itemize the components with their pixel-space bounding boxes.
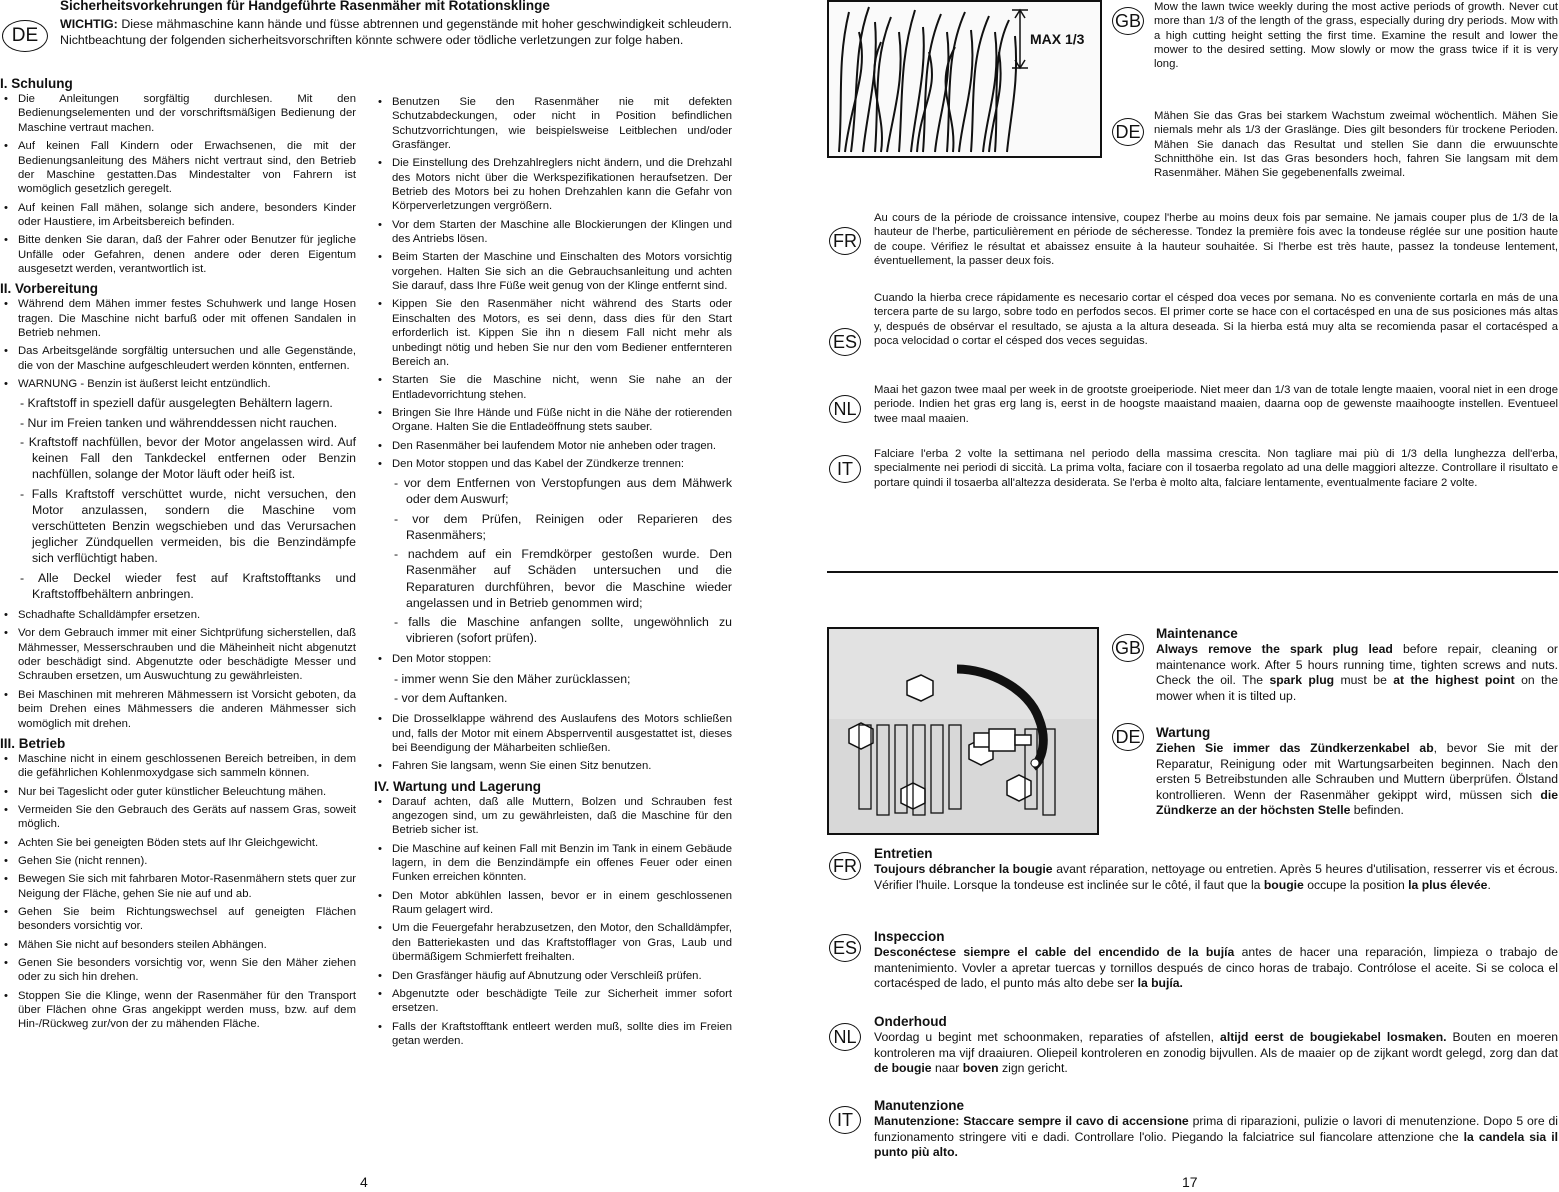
fuel-warning-list xyxy=(0,395,356,602)
mowing-text-fr: Au cours de la période de croissance intensive, coupez l'herbe au moins deux fois par semaine. Ne jamais couper plus de 1/3 de la hauteur de l'herbe, particulièrement en période de sécheresse. Tondez la première fois avec la tondeuse réglée sur une position haute de coupe. Vérifiez le résultat et abaissez ensuite à la hauteur souhaitée. Si l'herbe est très haute, passez la tondeuse lentement, éventuellement, la passer deux fois. xyxy=(874,212,1558,268)
list-item: - immer wenn Sie den Mäher zurücklassen; xyxy=(394,671,631,686)
list-item: • Bewegen Sie sich mit fahrbaren Motor-Rasenmähern stets quer zur Neigung der Fläche, gehen Sie nie auf und ab. xyxy=(0,872,356,901)
list-item: - vor dem Prüfen, Reinigen oder Reparieren des Rasenmähers; xyxy=(394,511,732,542)
mowing-text-de: Mähen Sie das Gras bei starkem Wachstum zweimal wöchentlich. Mähen Sie niemals mehr als 1/3 der Graslänge. Dies gilt besonders für trockene Perioden. Mähen Sie danach das Resultat und stellen Sie dann die erwuunschte Schnitthöhe ein. Ist das Gras besonders hoch, fahren Sie langsam mit dem Rasenmäher. Mähen Sie gegebenenfalls zweimal. xyxy=(1154,110,1558,180)
list-item: • Um die Feuergefahr herabzusetzen, den Motor, den Schalldämpfer, den Batteriekasten und das Kraftstofflager von Gras, Laub und übermäßigem Schmierfett freihalten. xyxy=(374,921,732,964)
list-item: • Gehen Sie (nicht rennen). xyxy=(0,854,356,868)
list-item: • Vermeiden Sie den Gebrauch des Geräts auf nassem Gras, soweit möglich. xyxy=(0,803,356,832)
language-badge-it: IT xyxy=(829,455,861,483)
list-item: • Die Maschine auf keinen Fall mit Benzin im Tank in einem Gebäude lagern, in dem die Benzindämpfe ein offenes Feuer oder einen Funken erreichen könnten. xyxy=(374,842,732,885)
maintenance-fr xyxy=(874,845,1558,893)
list-item: • Kippen Sie den Rasenmäher nicht während des Starts oder Einschalten des Motors, es sei denn, dass dies für den Start erforderlich ist. Kippen Sie ihn n diesem Fall nicht mehr als unbedingt nötig und heben Sie nur den vom Bediener entfernteren Bereich an. xyxy=(374,297,732,369)
maintenance-text-es: Desconéctese siempre el cable del encendido de la bujía antes de hacer una reparación, limpieza o trabajo de mantenimiento. Vovler a apretar tuercas y tornillos después de cinco horas de trabajo. Contrólose el aceite. Si se coloca el cortacésped de lado, el punto más alto debe ser la bujía. xyxy=(874,945,1558,991)
list-item: • Vor dem Starten der Maschine alle Blockierungen der Klingen und des Antriebs lösen. xyxy=(374,218,732,247)
list-item: • Maschine nicht in einem geschlossenen Bereich betreiben, in dem die gefährlichen Kohlenmoxydgase sich sammeln können. xyxy=(0,752,356,781)
list-item: • Falls der Kraftstofftank entleert werden muß, sollte dies im Freien getan werden. xyxy=(374,1020,732,1049)
maintenance-title-nl: Onderhoud xyxy=(874,1014,947,1029)
mowing-text-gb: Mow the lawn twice weekly during the most active periods of growth. Never cut more than 1/3 of the length of the grass, especially during dry periods. Mow with a high cutting height setting the first time. Examine the result and lower the mower to the desired setting. Mow slowly or mow the grass twice if it is very long. xyxy=(1154,1,1558,71)
maintenance-title-gb: Maintenance xyxy=(1156,626,1238,641)
list-item: • Gehen Sie beim Richtungswechsel auf geneigten Flächen besonders vorsichtig vor. xyxy=(0,905,356,934)
list-item: • Beim Starten der Maschine und Einschalten des Motors vorsichtig vorgehen. Halten Sie sich an die Gebrauchsanleitung und achten Sie darauf, dass Ihre Füße weit genug von der Klinge entfernt sind. xyxy=(374,250,732,293)
list-item: • Die Anleitungen sorgfältig durchlesen. Mit den Bedienungselementen und der vorschriftsmäßigen Bedienung der Maschine vertraut machen. xyxy=(0,92,356,135)
section-vorbereitung-title: II. Vorbereitung xyxy=(0,281,99,297)
maintenance-gb xyxy=(1156,625,1558,704)
list-item: • Abgenutzte oder beschädigte Teile zur Sicherheit immer sofort ersetzen. xyxy=(374,987,732,1016)
list-item: • Die Einstellung des Drehzahlreglers nicht ändern, und die Drehzahl des Motors nicht über die Werkspezifikationen heraufsetzen. Der Betrieb des Motors bei zu hohen Drehzahlen kann die Gefahr von Körperverletzungen vergrößern. xyxy=(374,156,732,213)
list-item: • Auf keinen Fall Kindern oder Erwachsenen, die mit der Bedienungsanleitung des Mähers nicht vertraut sind, den Betrieb der Maschine gestatten.Das Mindestalter von Fahrern ist womöglich gesetzlich geregelt. xyxy=(0,139,356,196)
language-badge-fr: FR xyxy=(829,227,861,255)
list-item: • Schadhafte Schalldämpfer ersetzen. xyxy=(0,608,356,622)
list-item: • Bringen Sie Ihre Hände und Füße nicht in die Nähe der rotierenden Organe. Halten Sie die Entladeöffnung stets sauber. xyxy=(374,406,732,435)
maintenance-es xyxy=(874,928,1558,992)
page-title: Sicherheitsvorkehrungen für Handgeführte Rasenmäher mit Rotationsklinge xyxy=(60,0,550,13)
page-number-left: 4 xyxy=(360,1174,368,1190)
warning-label: WICHTIG: xyxy=(60,17,118,31)
language-badge-nl-maintenance: NL xyxy=(829,1023,861,1051)
language-badge-de-mowing: DE xyxy=(1112,118,1144,146)
list-item: - vor dem Auftanken. xyxy=(394,691,508,705)
betrieb-list-end xyxy=(374,712,732,773)
maintenance-nl xyxy=(874,1013,1558,1077)
engine-spark-plug-icon xyxy=(829,629,1097,833)
list-item: - Kraftstoff nachfüllen, bevor der Motor angelassen wird. Auf keinen Fall den Tankdeckel entfernen oder Benzin nachfüllen, solange der Motor läuft oder heiß ist. xyxy=(20,434,356,482)
list-item: - nachdem auf ein Fremdkörper gestoßen wurde. Den Rasenmäher auf Schäden untersuchen und die Reparaturen durchführen, bevor die Maschine wieder angelassen und in Betrieb genommen wird; xyxy=(394,547,732,610)
list-item: • Das Arbeitsgelände sorgfältig untersuchen und alle Gegenstände, die von der Maschine aufgeschleudert werden könnten, entfernen. xyxy=(0,344,356,373)
language-badge-de: DE xyxy=(2,20,48,52)
list-item: • Den Grasfänger häufig auf Abnutzung oder Verschleiß prüfen. xyxy=(374,969,732,983)
left-column-2 xyxy=(374,95,732,1052)
betrieb-list xyxy=(0,752,356,1032)
list-item: • Nur bei Tageslicht oder guter künstlicher Beleuchtung mähen. xyxy=(0,785,356,799)
list-item: - vor dem Entfernen von Verstopfungen aus dem Mähwerk oder dem Auswurf; xyxy=(394,476,732,507)
max-label: MAX 1/3 xyxy=(1030,31,1085,47)
list-item: • Während dem Mähen immer festes Schuhwerk und lange Hosen tragen. Die Maschine nicht barfuß oder mit offenen Sandalen in Betrieb nehmen. xyxy=(0,297,356,340)
mowing-text-it: Falciare l'erba 2 volte la settimana nel periodo della massima crescita. Non tagliare mai più di 1/3 della lunghezza dell'erba, specialmente nei periodi di siccità. La prima volta, faciare con il tosaerba regolato ad una delle maggiori altezze. Controllare il risultato e portare quindi il tosaerba all'altezza desiderata. Se l'erba è molto alta, falciare lentamente, eventualmente faciare 2 volte. xyxy=(874,448,1558,489)
wartung-list xyxy=(374,795,732,1049)
schulung-list xyxy=(0,92,356,276)
spark-plug-disconnect-list xyxy=(374,475,732,646)
vorbereitung-list-continued xyxy=(0,608,356,731)
list-item: - Nur im Freien tanken und währenddessen nicht rauchen. xyxy=(20,415,338,430)
section-divider xyxy=(827,571,1558,573)
list-item: • Benutzen Sie den Rasenmäher nie mit defekten Schutzabdeckungen, oder nicht in Position befindlichen Schutzvorrichtungen, wie beispielsweise Leitblechen und/oder Grasfänger. xyxy=(374,95,732,152)
language-badge-it-maintenance: IT xyxy=(829,1106,861,1134)
warning-text: Diese mähmaschine kann hände und füsse abtrennen und gegenstände mit hoher geschwindigkeit schleudern. Nichtbeachtung der folgenden sicherheitsvorschriften könnte schwere oder tödliche verletzungen zur folge haben. xyxy=(60,17,732,48)
list-item: • Darauf achten, daß alle Muttern, Bolzen und Schrauben fest angezogen sind, um zu gewährleisten, daß die Maschine für den Betrieb sicher ist. xyxy=(374,795,732,838)
list-item: • Auf keinen Fall mähen, solange sich andere, besonders Kinder oder Haustiere, im Arbeitsbereich befinden. xyxy=(0,201,356,230)
language-badge-gb-maintenance: GB xyxy=(1112,634,1144,662)
list-item: • Achten Sie bei geneigten Böden stets auf Ihr Gleichgewicht. xyxy=(0,836,356,850)
list-item: • Den Motor stoppen: xyxy=(374,652,732,666)
list-item: - Falls Kraftstoff verschüttet wurde, nicht versuchen, den Motor anzulassen, sondern die Maschine vom verschütteten Benzin wegschieben und das Verursachen jeglicher Zündquellen vermeiden, bis die Benzindämpfe sich verflüchtigt haben. xyxy=(20,486,356,566)
maintenance-title-es: Inspeccion xyxy=(874,929,945,944)
maintenance-title-fr: Entretien xyxy=(874,846,933,861)
list-item: • Den Motor abkühlen lassen, bevor er in einem geschlossenen Raum gelagert wird. xyxy=(374,889,732,918)
maintenance-text-fr: Toujours débrancher la bougie avant réparation, nettoyage ou entretien. Après 5 heures d'utilisation, resserrer vis et écrous. Vérifier l'huile. Lorsque la tondeuse est inclinée sur le côté, il faut que la bougie occupe la position la plus élevée. xyxy=(874,862,1558,892)
maintenance-it xyxy=(874,1097,1558,1161)
language-badge-es-maintenance: ES xyxy=(829,934,861,962)
warning-notice xyxy=(60,16,732,48)
list-item: • Bitte denken Sie daran, daß der Fahrer oder Benutzer für jegliche Unfälle oder Gefahren, denen andere oder deren Eigentum ausgesetzt werden, verantwortlich ist. xyxy=(0,233,356,276)
list-item: • Den Motor stoppen und das Kabel der Zündkerze trennen: xyxy=(374,457,732,471)
list-item: • Bei Maschinen mit mehreren Mähmessern ist Vorsicht geboten, da beim Drehen eines Mähmessers die anderen Mähmesser sich womöglich mit drehen. xyxy=(0,688,356,731)
language-badge-gb: GB xyxy=(1112,7,1144,35)
maintenance-text-it: Manutenzione: Staccare sempre il cavo di accensione prima di riparazioni, pulizie o lavori di menutenzione. Dopo 5 ore di funzionamento stringere viti e dadi. Controllare l'olio. Piegando la falciatrice sul fiancolare attenzione che la candela sia il punto più alto. xyxy=(874,1114,1559,1160)
list-item: • Genen Sie besonders vorsichtig vor, wenn Sie den Mäher ziehen oder zu sich hin drehen. xyxy=(0,956,356,985)
list-item: • Vor dem Gebrauch immer mit einer Sichtprüfung sicherstellen, daß Mähmesser, Messerschrauben und die Mäheinheit nicht abgenutzt oder beschädigt sind. Abgenutzte oder beschädigte Messer und Schrauben ersetzen, um Auswuchtung zu gewährleisten. xyxy=(0,626,356,683)
list-item: • Fahren Sie langsam, wenn Sie einen Sitz benutzen. xyxy=(374,759,732,773)
maintenance-text-nl: Voordag u begint met schoonmaken, reparaties of afstellen, altijd eerst de bougiekabel losmaken. Bouten en moeren kontroleren ma vijf draaiuren. Oliepeil kontroleren en zonodig bijvullen. Als de maaier op de zijkant wordt gelegd, zorg dan dat de bougie naar boven zign gericht. xyxy=(874,1030,1559,1076)
list-item: - falls die Maschine anfangen sollte, ungewöhnlich zu vibrieren (sofort prüfen). xyxy=(394,615,732,646)
mowing-text-nl: Maai het gazon twee maal per week in de grootste groeiperiode. Niet meer dan 1/3 van de totale lengte maaien, vooral niet in een droge periode. Indien het gras erg lang is, eerst in de hoogste maaistand maaien, daarna oop de gewenste maaihoogte instellen. Eventueel twee maal maaien. xyxy=(874,384,1558,425)
betrieb-list-continued xyxy=(374,95,732,471)
list-item: • Die Drosselklappe während des Auslaufens des Motors schließen und, falls der Motor mit einem Absperrventil ausgestattet ist, dieses bei Beendigung der Mäharbeiten schließen. xyxy=(374,712,732,755)
section-betrieb-title: III. Betrieb xyxy=(0,735,66,751)
spark-plug-illustration xyxy=(827,627,1099,835)
maintenance-de xyxy=(1156,724,1558,819)
language-badge-de-maintenance: DE xyxy=(1112,723,1144,751)
maintenance-text-de: Ziehen Sie immer das Zündkerzenkabel ab, bevor Sie mit der Reparatur, Reinigung oder mit Wartungsarbeiten beginnen. Nach den ersten 5 Betreibstunden alle Schrauben und Muttern überprüfen. Ölstand kontrollieren. Wenn der Rasenmäher gekippt wird, müssen sich die Zündkerze an der höchsten Stelle befinden. xyxy=(1156,741,1558,818)
vorbereitung-list xyxy=(0,297,356,391)
mowing-text-es: Cuando la hierba crece rápidamente es necesario cortar el césped doa veces por semana. No es conveniente cortarla en más de una tercera parte de su largo, sobre todo en perfodos secos. El primer corte se hace con el cortacésped en una de sus posiciones más altas y, después de obsérvar el resultado, se ajusta a la altura deseada. Si la hierba está muy alta se recomienda pasar el cortacésped a poca velocidad o cortar el césped dos veces seguidas. xyxy=(874,292,1558,348)
list-item: - Alle Deckel wieder fest auf Kraftstofftanks und Kraftstoffbehältern anbringen. xyxy=(20,570,356,601)
grass-icon xyxy=(829,2,1100,156)
list-item: • Stoppen Sie die Klinge, wenn der Rasenmäher für den Transport über Flächen ohne Gras angekippt werden muss, bzw. auf dem Hin-/Rückweg zur/von der zu mähenden Fläche. xyxy=(0,989,356,1032)
section-schulung-title: I. Schulung xyxy=(0,76,73,91)
motor-stop-conditions xyxy=(374,671,732,706)
maintenance-title-de: Wartung xyxy=(1156,725,1211,740)
motor-stop-list xyxy=(374,652,732,666)
list-item: • Den Rasenmäher bei laufendem Motor nie anheben oder tragen. xyxy=(374,439,732,453)
list-item: • Mähen Sie nicht auf besonders steilen Abhängen. xyxy=(0,938,356,952)
list-item: • WARNUNG - Benzin ist äußerst leicht entzündlich. xyxy=(0,377,356,391)
list-item: • Starten Sie die Maschine nicht, wenn Sie nahe an der Entladevorrichtung stehen. xyxy=(374,373,732,402)
language-badge-es: ES xyxy=(829,328,861,356)
language-badge-fr-maintenance: FR xyxy=(829,852,861,880)
section-wartung-title: IV. Wartung und Lagerung xyxy=(374,778,541,794)
grass-height-illustration xyxy=(827,0,1102,158)
maintenance-text-gb: Always remove the spark plug lead before repair, cleaning or maintenance work. After 5 hours running time, tighten screws and nuts. Check the oil. The spark plug must be at the highest point on the mower when it is tilted up. xyxy=(1156,642,1558,703)
language-badge-nl: NL xyxy=(829,395,861,423)
maintenance-title-it: Manutenzione xyxy=(874,1098,964,1113)
page-number-right: 17 xyxy=(1182,1174,1198,1190)
list-item: - Kraftstoff in speziell dafür ausgelegten Behältern lagern. xyxy=(20,396,333,411)
left-column-1 xyxy=(0,75,356,1036)
